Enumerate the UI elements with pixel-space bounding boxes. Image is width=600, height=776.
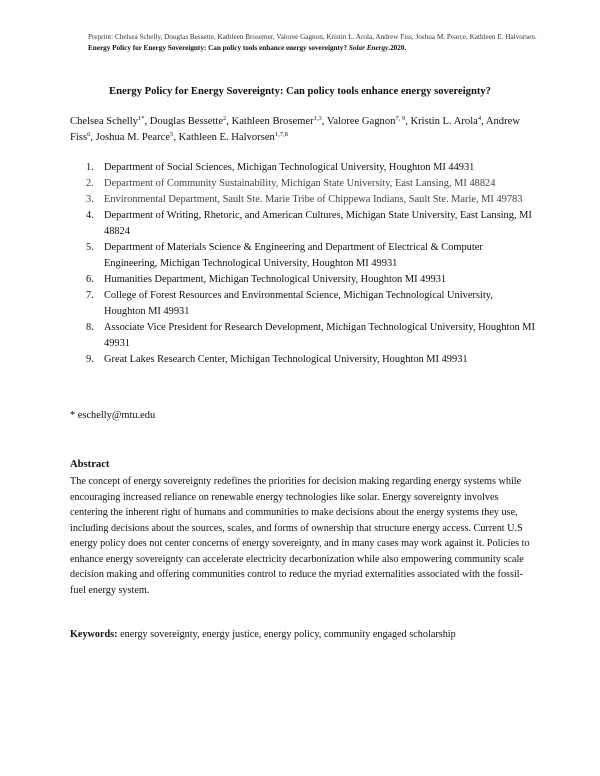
author-list xyxy=(70,114,535,146)
author-affiliation-marker: 1,7,8 xyxy=(274,131,288,138)
affiliation-number: 2. xyxy=(86,178,94,189)
author-affiliation-marker: 1,3 xyxy=(313,115,322,122)
corresponding-email: * eschelly@mtu.edu xyxy=(70,410,156,421)
author-separator: , xyxy=(144,116,150,127)
author-affiliation-marker: 5 xyxy=(170,131,174,138)
affiliation-item xyxy=(86,176,536,192)
preprint-journal: Solar Energy xyxy=(348,44,389,52)
author-separator: , xyxy=(321,116,327,127)
affiliation-text: Department of Writing, Rhetoric, and American Cultures, Michigan State University, East Lansing, MI 48824 xyxy=(104,210,532,237)
author-separator: , xyxy=(173,132,179,143)
affiliation-item xyxy=(86,208,536,240)
paper-title: Energy Policy for Energy Sovereignty: Can policy tools enhance energy sovereignty? xyxy=(109,86,491,97)
affiliation-item xyxy=(86,192,536,208)
affiliation-number: 9. xyxy=(86,354,94,365)
affiliation-number: 3. xyxy=(86,194,94,205)
affiliation-item xyxy=(86,288,536,320)
author-affiliation-marker: 6 xyxy=(87,131,91,138)
author-name: Andrew Fiss xyxy=(70,116,520,143)
affiliation-item xyxy=(86,352,536,368)
author-affiliation-marker: 1* xyxy=(137,115,145,122)
keywords xyxy=(70,629,540,640)
author-name: Joshua M. Pearce xyxy=(95,132,171,143)
author-name: Kathleen E. Halvorsen xyxy=(178,132,275,143)
affiliation-text: Environmental Department, Sault Ste. Marie Tribe of Chippewa Indians, Sault Ste. Marie, MI 49783 xyxy=(104,194,523,205)
affiliation-number: 1. xyxy=(86,162,94,173)
author-name: Douglas Bessette xyxy=(149,116,224,127)
affiliation-text: Department of Social Sciences, Michigan Technological University, Houghton MI 44931 xyxy=(104,162,475,173)
author-name: Chelsea Schelly xyxy=(70,116,138,127)
affiliation-item xyxy=(86,272,536,288)
affiliation-item xyxy=(86,160,536,176)
author-separator: , xyxy=(226,116,232,127)
affiliation-number: 8. xyxy=(86,322,94,333)
affiliation-text: Associate Vice President for Research Development, Michigan Technological University, Houghton MI 49931 xyxy=(104,322,536,349)
author-name: Valoree Gagnon xyxy=(326,116,396,127)
author-affiliation-marker: 7, 9 xyxy=(395,115,406,122)
affiliation-text: Great Lakes Research Center, Michigan Technological University, Houghton MI 49931 xyxy=(104,354,468,365)
abstract-heading: Abstract xyxy=(70,459,110,470)
affiliation-text: Department of Community Sustainability, Michigan State University, East Lansing, MI 48824 xyxy=(104,178,496,189)
affiliation-text: Humanities Department, Michigan Technological University, Houghton MI 49931 xyxy=(104,274,447,285)
affiliation-number: 7. xyxy=(86,290,94,301)
author-affiliation-marker: 2 xyxy=(223,115,227,122)
author-name: Kathleen Brosemer xyxy=(231,116,314,127)
keywords-text: energy sovereignty, energy justice, energy policy, community engaged scholarship xyxy=(120,629,456,640)
keywords-label: Keywords: xyxy=(70,629,118,640)
affiliation-number: 4. xyxy=(86,210,94,221)
affiliation-item xyxy=(86,320,536,352)
abstract-text: The concept of energy sovereignty redefines the priorities for decision making regarding energy systems while encouraging increased reliance on renewable energy technologies like solar. Energy sovereignty involves centering the inherent right of humans and communities to make decisions about the energy systems they use, including decisions about the sources, scales, and forms of ownership that structure energy access. Current U.S energy policy does not center concerns of energy sovereignty, and in many cases may work against it. Policies to enhance energy sovereignty can accelerate electricity decarbonization while also empowering community scale decision making and offering communities control to reduce the myriad externalities associated with the fossil-fuel energy system. xyxy=(70,476,530,596)
author-separator: , xyxy=(481,116,486,127)
affiliation-text: College of Forest Resources and Environmental Science, Michigan Technological University, Houghton MI 49931 xyxy=(104,290,493,317)
affiliation-list xyxy=(86,160,536,368)
author-affiliation-marker: 4 xyxy=(477,115,482,122)
preprint-citation xyxy=(88,32,548,54)
preprint-year: .2020. xyxy=(388,44,407,52)
affiliation-number: 6. xyxy=(86,274,94,285)
preprint-title: Energy Policy for Energy Sovereignty: Can policy tools enhance energy sovereignty? xyxy=(88,44,348,52)
affiliation-item xyxy=(86,240,536,272)
affiliation-number: 5. xyxy=(86,242,94,253)
author-separator: , xyxy=(90,132,96,143)
preprint-authors: Preprint: Chelsea Schelly, Douglas Bessette, Kathleen Brosemer, Valoree Gagnon, Kristin L. Arola, Andrew Fiss, Joshua M. Pearce, Kathleen E. Halvorsen. xyxy=(88,33,537,41)
author-separator: , xyxy=(405,116,411,127)
author-name: Kristin L. Arola xyxy=(410,116,478,127)
affiliation-text: Department of Materials Science & Engineering and Department of Electrical & Computer Engineering, Michigan Technological University, Houghton MI 49931 xyxy=(104,242,483,269)
